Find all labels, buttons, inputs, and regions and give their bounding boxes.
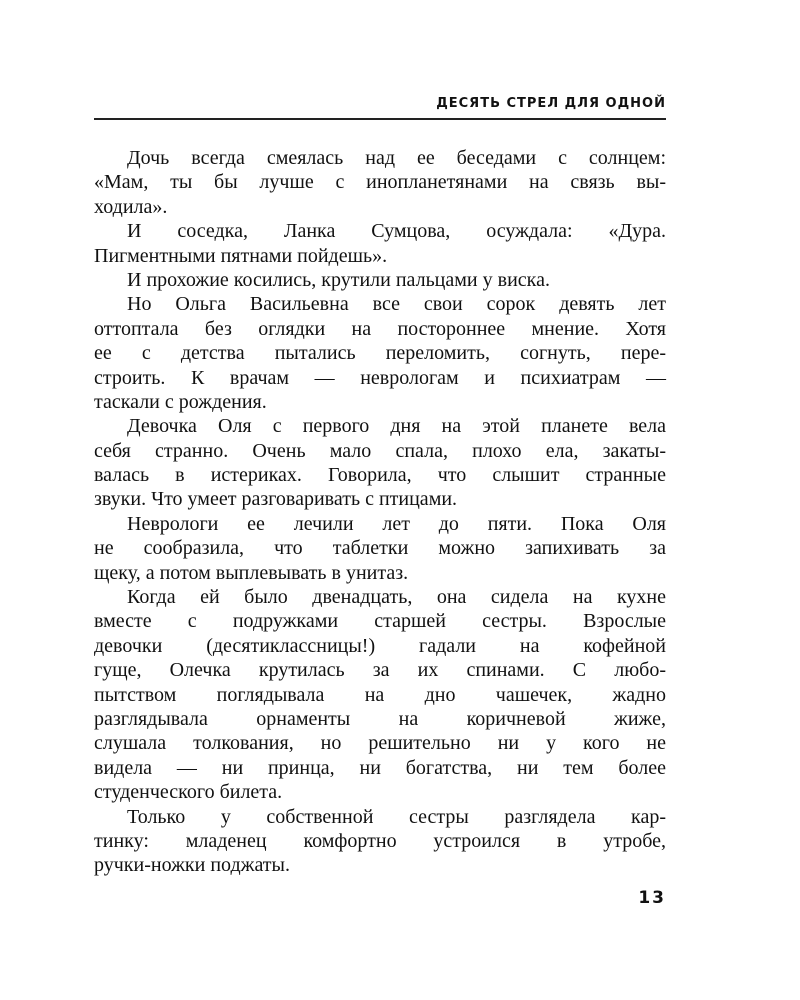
text-line: оттоптала без оглядки на постороннее мнение. Хотя [94,317,666,340]
text-line: ручки-ножки поджаты. [94,854,290,877]
text-line: не сообразила, что таблетки можно запихивать за [94,537,666,560]
text-line: Но Ольга Васильевна все свои сорок девять лет [127,293,666,316]
text-line: слушала толкования, но решительно ни у кого не [94,732,666,755]
text-line: Когда ей было двенадцать, она сидела на кухне [127,586,666,609]
text-line: таскали с рождения. [94,390,267,413]
header-rule [94,118,666,120]
text-line: Неврологи ее лечили лет до пяти. Пока Оля [127,512,666,535]
paragraph [94,585,666,805]
text-line: И прохожие косились, крутили пальцами у виска. [127,268,550,291]
text-line: звуки. Что умеет разговаривать с птицами. [94,488,458,511]
text-line: Дочь всегда смеялась над ее беседами с солнцем: [127,147,666,169]
paragraph [94,268,666,292]
paragraph [94,805,666,878]
text-line: «Мам, ты бы лучше с инопланетянами на связь вы- [94,171,666,194]
paragraph [94,146,666,219]
text-line: гуще, Олечка крутилась за их спинами. С любо- [94,659,666,682]
running-head-title: ДЕСЯТЬ СТРЕЛ ДЛЯ ОДНОЙ [436,96,666,111]
paragraph [94,219,666,268]
text-line: ходила». [94,195,168,218]
text-line: Девочка Оля с первого дня на этой планете вела [127,415,666,438]
body-text [94,146,666,878]
text-line: Пигментными пятнами пойдешь». [94,244,388,267]
text-line: строить. К врачам — неврологам и психиатрам — [94,366,666,389]
text-line: пытством поглядывала на дно чашечек, жадно [94,683,666,706]
text-line: Только у собственной сестры разглядела кар- [127,805,666,828]
text-line: видела — ни принца, ни богатства, ни тем более [94,756,666,779]
paragraph [94,414,666,512]
text-line: студенческого билета. [94,781,283,804]
text-line: вместе с подружками старшей сестры. Взрослые [94,610,666,633]
text-line: разглядывала орнаменты на коричневой жиже, [94,707,666,730]
text-line: И соседка, Ланка Сумцова, осуждала: «Дура. [127,220,666,243]
paragraph [94,292,666,414]
text-line: ее с детства пытались переломить, согнуть, пере- [94,342,666,365]
text-line: щеку, а потом выплевывать в унитаз. [94,561,409,584]
page-number: 13 [638,888,666,908]
text-line: себя странно. Очень мало спала, плохо ела, закаты- [94,439,666,462]
text-line: тинку: младенец комфортно устроился в утробе, [94,829,666,852]
text-line: девочки (десятиклассницы!) гадали на кофейной [94,634,666,657]
text-line: валась в истериках. Говорила, что слышит странные [94,464,666,487]
book-page [94,0,666,1000]
paragraph [94,512,666,585]
